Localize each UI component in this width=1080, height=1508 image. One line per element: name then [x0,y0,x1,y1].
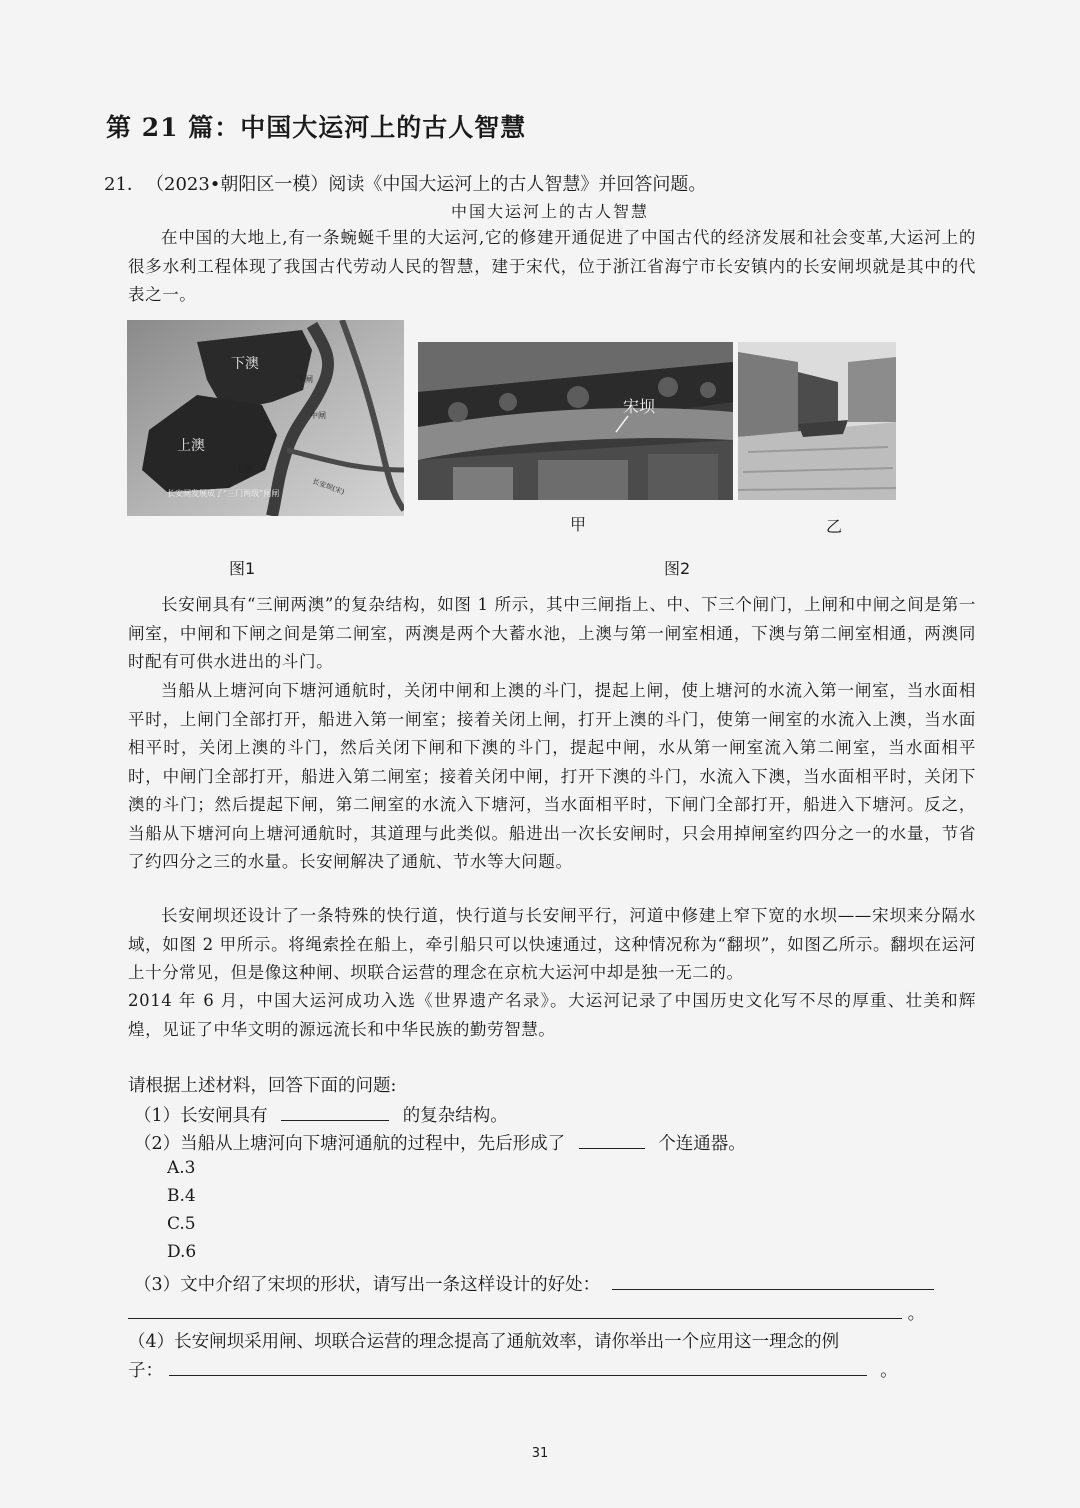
page-number: 31 [531,1446,549,1461]
q3-answer-blank-1[interactable] [612,1271,934,1290]
fig1-label-shang-zha: 上闸 [235,465,254,475]
question-intro: （2023•朝阳区一模）阅读《中国大运河上的古人智慧》并回答问题。 [146,174,707,195]
q2-option-d[interactable]: D.6 [167,1242,197,1262]
paragraph-navigation: 当船从上塘河向下塘河通航时，关闭中闸和上澳的斗门，提起上闸，使上塘河的水流入第一闸室，当水面相平时，上闸门全部打开，船进入第一闸室；接着关闭上闸，打开上澳的斗门，使第一闸室的水流入上澳，当水面相平时，关闭上澳的斗门，然后关闭下闸和下澳的斗门，提起中闸，水从第一闸室流入第二闸室，当水面相平时，中闸门全部打开，船进入第二闸室；接着关闭中闸，打开下澳的斗门，水流入下澳，当水面相平时，关闭下澳的斗门；然后提起下闸，第二闸室的水流入下塘河，当水面相平时，下闸门全部打开，船进入下塘河。反之，当船从下塘河向上塘河通航时，其道理与此类似。船进出一次长安闸时，只会用掉闸室约四分之一的水量，节省了约四分之三的水量。长安闸解决了通航、节水等大问题。 [128,681,976,871]
q3-end: 。 [907,1304,926,1324]
fig1-caption: 长安闸发展成了“三门两级”闸闸 [167,489,280,498]
paragraph-heritage: 2014 年 6 月，中国大运河成功入选《世界遗产名录》。大运河记录了中国历史文化写不尽的厚重、壮美和辉煌，见证了中华文明的源远流长和中华民族的勤劳智慧。 [128,991,976,1039]
fig1-label-song-ba: 长安坝(宋) [311,477,346,497]
question-1 [134,1102,508,1127]
paragraph-fast-lane: 长安闸坝还设计了一条特殊的快行道，快行道与长安闸平行，河道中修建上窄下宽的水坝——宋坝来分隔水域，如图 2 甲所示。将绳索拴在船上，牵引船只可以快速通过，这种情况称为“翻坝”，如图乙所示。翻坝在运河上十分常见，但是像这种闸、坝联合运营的理念在京杭大运河中却是独一无二的。 [128,906,976,982]
figure-2-jia-label: 甲 [570,515,587,534]
paragraph-structure: 长安闸具有“三闸两澳”的复杂结构，如图 1 所示，其中三闸指上、中、下三个闸门，上闸和中闸之间是第一闸室，中闸和下闸之间是第二闸室，两澳是两个大蓄水池，上澳与第一闸室相通，下澳与第二闸室相通，两澳同时配有可供水进出的斗门。 [128,595,976,671]
article-subtitle: 中国大运河上的古人智慧 [450,202,649,221]
question-4 [128,1328,839,1353]
q2-suffix: 个连通器。 [658,1134,746,1154]
q3-answer-blank-2[interactable] [128,1300,902,1319]
figure-2-yi-image [738,342,896,500]
question-2 [134,1130,746,1155]
fig1-label-shang-ao: 上澳 [177,438,205,454]
fig2-label-song-ba: 宋坝 [623,397,656,416]
figure-1-map-image [127,320,404,516]
q1-prefix: （1）长安闸具有 [134,1106,268,1126]
figure-2-label: 图2 [664,559,691,578]
figure-2-jia-image [418,342,733,500]
question-3 [134,1271,934,1296]
q2-option-a[interactable]: A.3 [167,1158,196,1178]
q4-line1: （4）长安闸坝采用闸、坝联合运营的理念提高了通航效率，请你举出一个应用这一理念的例 [128,1332,840,1352]
q4-answer-blank[interactable] [169,1357,867,1376]
q2-option-b[interactable]: B.4 [167,1186,196,1206]
question-number: 21． [104,174,145,195]
question-header [104,170,706,196]
figure-2-yi-drawing [738,342,896,500]
figure-1-label: 图1 [229,559,256,578]
q4-end: 。 [880,1361,898,1381]
figure-2-jia-drawing [418,342,733,500]
q1-suffix: 的复杂结构。 [402,1106,508,1126]
figure-2-yi-label: 乙 [826,517,843,536]
questions-prompt: 请根据上述材料，回答下面的问题: [128,1076,397,1096]
page-title: 第 21 篇：中国大运河上的古人智慧 [106,113,527,142]
fig1-label-zhong-zha: 中闸 [310,411,326,420]
fig1-label-xia-zha: 下闸 [297,375,313,384]
q2-prefix: （2）当船从上塘河向下塘河通航的过程中，先后形成了 [134,1134,566,1154]
q2-option-c[interactable]: C.5 [167,1214,196,1234]
paragraph-intro: 在中国的大地上,有一条蜿蜒千里的大运河,它的修建开通促进了中国古代的经济发展和社会变革,大运河上的很多水利工程体现了我国古代劳动人民的智慧，建于宋代，位于浙江省海宁市长安镇内的长安闸坝就是其中的代表之一。 [128,228,976,304]
figure-1-map-drawing [127,320,404,516]
q2-answer-blank[interactable] [579,1130,645,1149]
q1-answer-blank[interactable] [281,1102,389,1121]
q4-line2-prefix: 子： [128,1361,163,1381]
fig1-label-xia-ao: 下澳 [231,356,259,372]
question-3-line-2 [128,1300,925,1325]
question-4-line-2 [128,1357,898,1382]
q3-prefix: （3）文中介绍了宋坝的形状，请写出一条这样设计的好处： [134,1275,601,1295]
